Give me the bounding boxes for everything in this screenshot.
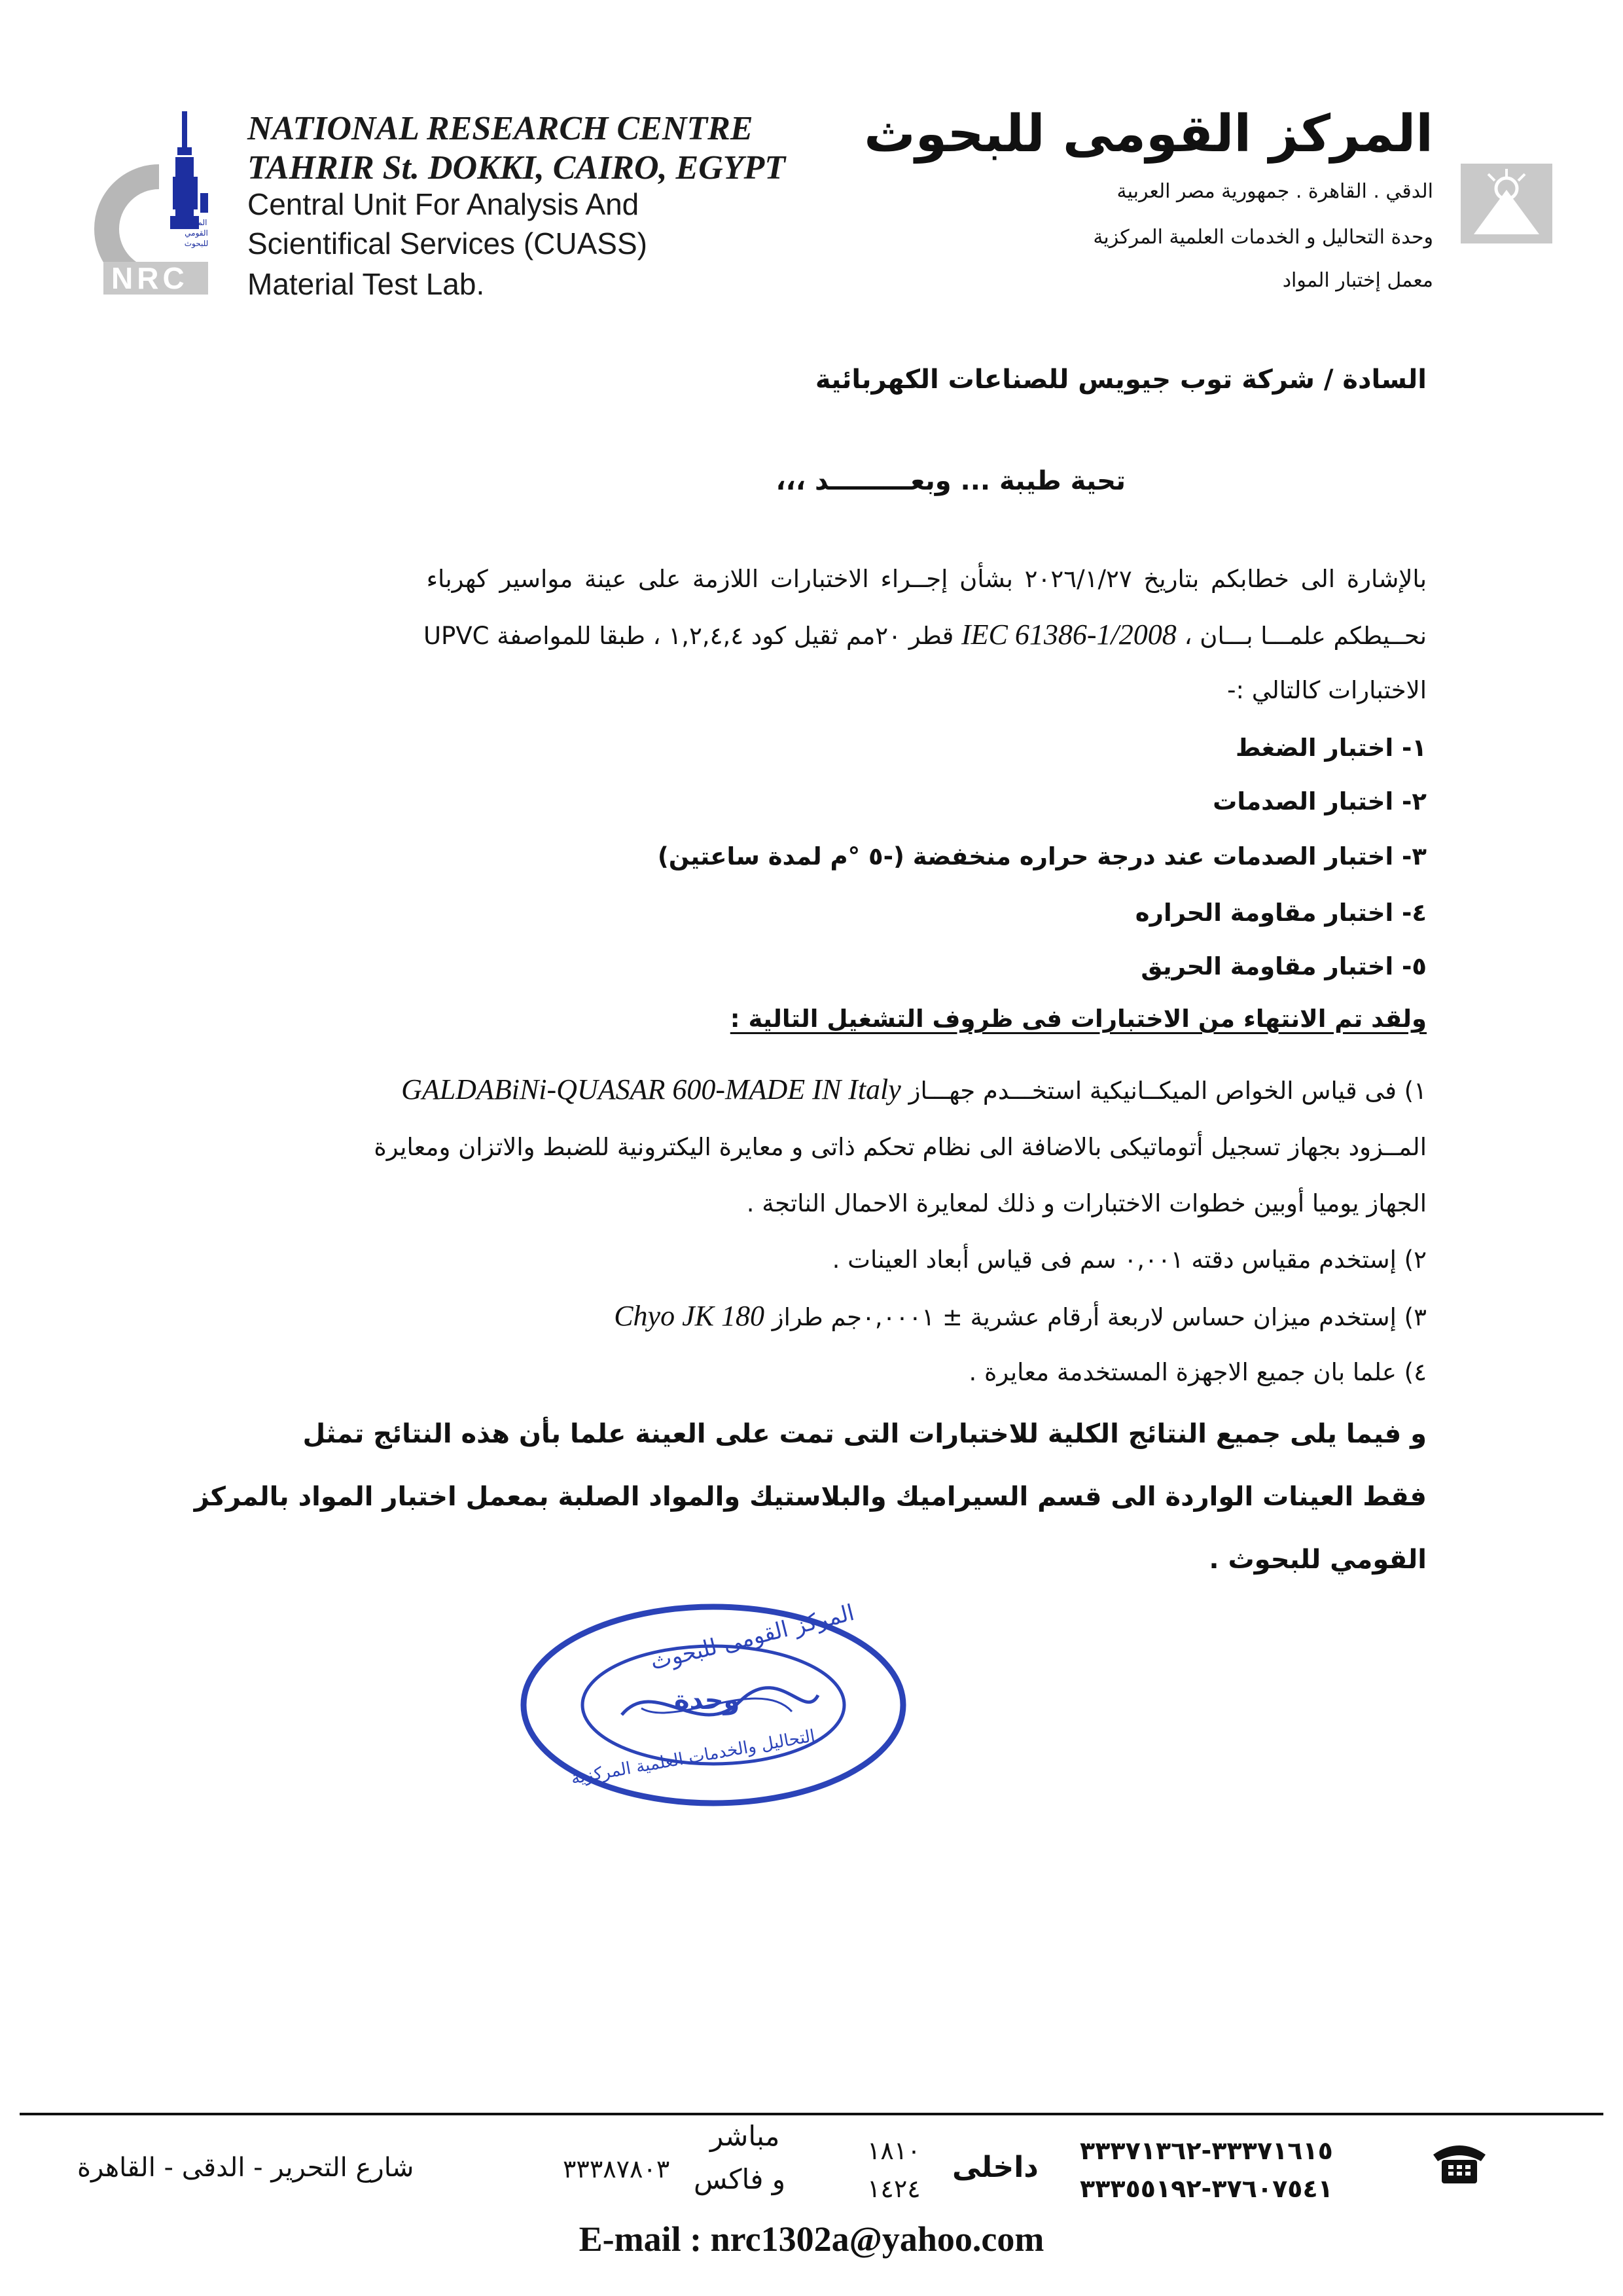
logo-left-arabic-caption: المركز القومي للبحوث bbox=[184, 218, 209, 248]
logo-left-letters: NRC bbox=[111, 261, 188, 295]
header-ar-address: الدقي . القاهرة . جمهورية مصر العربية bbox=[1116, 180, 1433, 203]
footer-direct-label: مباشر bbox=[710, 2120, 780, 2152]
closing-line-2: فقط العينات الواردة الى قسم السيراميك والبلاستيك والمواد الصلبة بمعمل اختبار المواد بالمركز bbox=[194, 1482, 1427, 1512]
footer-email[interactable]: E-mail : nrc1302a@yahoo.com bbox=[579, 2219, 1044, 2259]
header-en-unit-line1: Central Unit For Analysis And bbox=[247, 187, 639, 221]
footer-address: شارع التحرير - الدقى - القاهرة bbox=[77, 2153, 414, 2183]
footer-internal-2: ١٤٢٤ bbox=[867, 2174, 921, 2203]
condition-2: ٢) إستخدم مقياس دقته ٠,٠٠١ سم فى قياس أبعاد العينات . bbox=[832, 1246, 1427, 1274]
test-item-5: ٥- اختبار مقاومة الحريق bbox=[1141, 952, 1427, 980]
nrc-emblem-right bbox=[1461, 164, 1552, 243]
condition-1-line-2: المــزود بجهاز تسجيل أتوماتيكى بالاضافة الى نظام تحكم ذاتى و معايرة اليكترونية للضبط والاتزان ومعايرة bbox=[374, 1133, 1427, 1161]
standard-code: IEC 61386-1/2008 bbox=[961, 619, 1177, 651]
balance-model: Chyo JK 180 bbox=[614, 1300, 764, 1332]
header-en-lab: Material Test Lab. bbox=[247, 267, 485, 301]
testing-machine-model: GALDABiNi-QUASAR 600-MADE IN Italy bbox=[401, 1073, 901, 1105]
header-ar-unit: وحدة التحاليل و الخدمات العلمية المركزية bbox=[1093, 226, 1433, 249]
test-item-1: ١- اختبار الضغط bbox=[1236, 734, 1427, 762]
conditions-heading: ولقد تم الانتهاء من الاختبارات فى ظروف التشغيل التالية : bbox=[730, 1005, 1427, 1033]
intro-line-2-part-b: ، نحــيطكم علمـــا بـــان bbox=[1184, 622, 1427, 650]
telephone-icon bbox=[1430, 2140, 1489, 2186]
footer-direct-number: ٣٣٣٨٧٨٠٣ bbox=[563, 2155, 670, 2183]
intro-line-2-part-a: UPVC قطر ٢٠مم ثقيل كود ١,٢,٤,٤ ، طبقا للمواصفة bbox=[423, 622, 954, 650]
condition-1-line-3: الجهاز يوميا أوبين خطوات الاختبارات و ذلك لمعايرة الاحمال الناتجة . bbox=[746, 1189, 1427, 1217]
closing-line-1: و فيما يلى جميع النتائج الكلية للاختبارات التى تمت على العينة علما بأن هذه النتائج تمثل bbox=[302, 1419, 1427, 1449]
stamp-inner-text: التحاليل والخدمات العلمية المركزية bbox=[569, 1726, 817, 1789]
condition-3-arabic: ٣) إستخدم ميزان حساس لاربعة أرقام عشرية ± ٠,٠٠٠١جم طراز bbox=[772, 1303, 1427, 1331]
condition-1-line-1 bbox=[401, 1073, 1427, 1107]
greeting-line: تحية طيبة ... وبعـــــــــد ،،، bbox=[776, 466, 1126, 496]
footer-internal-1: ١٨١٠ bbox=[867, 2136, 921, 2165]
condition-1-arabic: ١) فى قياس الخواص الميكــانيكية استخـــدم جهـــاز bbox=[908, 1077, 1427, 1105]
intro-line-1: بالإشارة الى خطابكم بتاريخ ٢٠٢٦/١/٢٧ بشأن إجــراء الاختبارات اللازمة على عينة مواسير كهرباء bbox=[426, 565, 1427, 593]
header-en-address: TAHRIR St. DOKKI, CAIRO, EGYPT bbox=[247, 149, 786, 187]
intro-line-2 bbox=[423, 619, 1427, 653]
stamp-outer-text: المركز القومى للبحوث bbox=[647, 1599, 857, 1676]
header-en-org: NATIONAL RESEARCH CENTRE bbox=[247, 110, 753, 147]
test-item-4: ٤- اختبار مقاومة الحراره bbox=[1135, 899, 1427, 927]
header-en-unit-line2: Scientifical Services (CUASS) bbox=[247, 226, 647, 260]
footer-phones-1: ٣٣٣٧١٦١٥-٣٣٣٧١٣٦٢ bbox=[1080, 2136, 1333, 2165]
condition-3 bbox=[614, 1300, 1427, 1334]
header-ar-lab: معمل إختبار المواد bbox=[1282, 269, 1433, 292]
footer-divider bbox=[20, 2113, 1603, 2115]
intro-line-3: الاختبارات كالتالي :- bbox=[1227, 676, 1427, 704]
test-item-3: ٣- اختبار الصدمات عند درجة حراره منخفضة (-٥ °م لمدة ساعتين) bbox=[657, 842, 1427, 870]
footer-fax-label: و فاكس bbox=[694, 2163, 786, 2195]
closing-line-3: القومي للبحوث . bbox=[1209, 1545, 1427, 1575]
test-item-2: ٢- اختبار الصدمات bbox=[1213, 787, 1427, 816]
footer-internal-label: داخلى bbox=[952, 2151, 1039, 2184]
nrc-emblem-icon bbox=[1461, 164, 1552, 243]
stamp-center-text: وحدة bbox=[674, 1685, 740, 1715]
condition-4: ٤) علما بان جميع الاجهزة المستخدمة معايرة . bbox=[969, 1358, 1427, 1386]
recipient-line: السادة / شركة توب جيويس للصناعات الكهربائية bbox=[815, 365, 1427, 395]
header-ar-org: المركز القومى للبحوث bbox=[864, 105, 1433, 164]
footer-phones-2: ٣٧٦٠٧٥٤١-٣٣٣٥٥١٩٢ bbox=[1080, 2174, 1333, 2203]
